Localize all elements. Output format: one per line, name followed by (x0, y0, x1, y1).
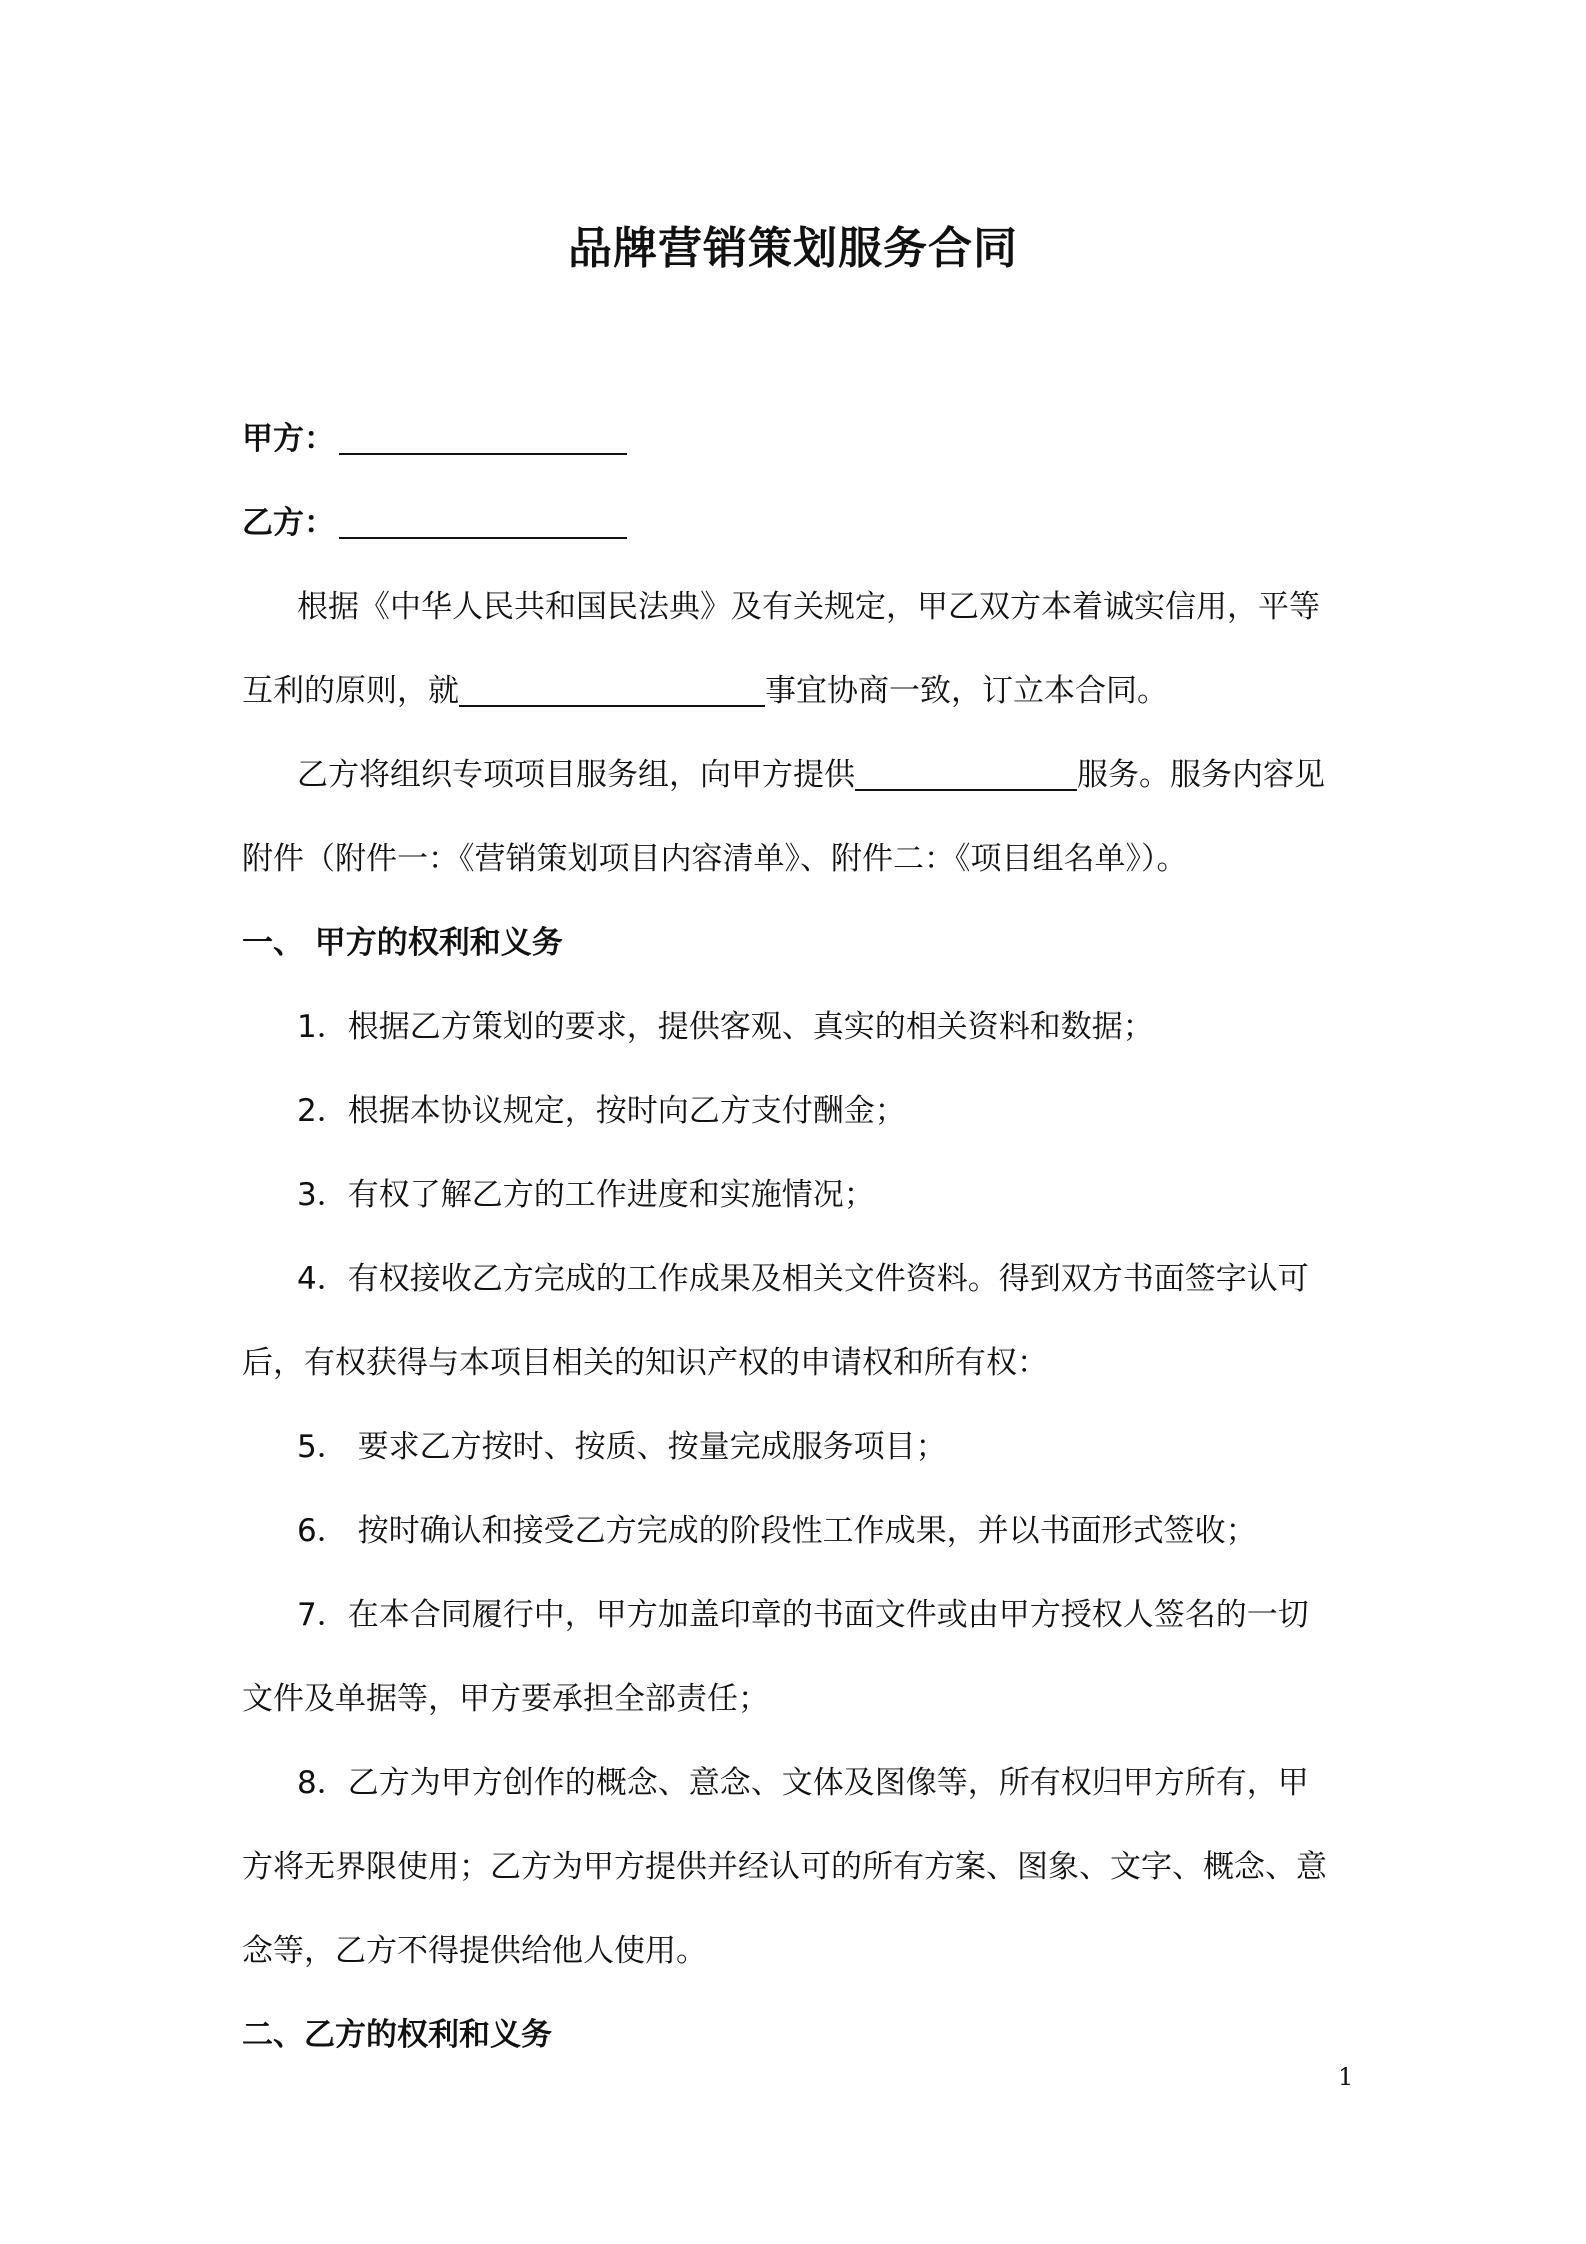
item-5: 5． 要求乙方按时、按质、按量完成服务项目； (297, 1429, 947, 1465)
paragraph-2-line-2: 附件（附件一：《营销策划项目内容清单》、附件二：《项目组名单》）。 (242, 841, 1188, 877)
item-8-line-3: 念等，乙方不得提供给他人使用。 (242, 1933, 707, 1969)
item-2: 2．根据本协议规定，按时向乙方支付酬金； (297, 1093, 906, 1129)
party-a-blank[interactable] (339, 419, 627, 455)
paragraph-1-line-2 (242, 670, 1362, 712)
item-4-line-2: 后，有权获得与本项目相关的知识产权的申请权和所有权： (242, 1345, 1048, 1381)
item-6: 6． 按时确认和接受乙方完成的阶段性工作成果，并以书面形式签收； (297, 1513, 1257, 1549)
service-blank[interactable] (855, 755, 1077, 791)
item-7-line-1: 7．在本合同履行中，甲方加盖印章的书面文件或由甲方授权人签名的一切 (297, 1597, 1309, 1633)
paragraph-2-line-1 (297, 754, 1417, 796)
party-b-line (242, 502, 1362, 544)
item-7-line-2: 文件及单据等，甲方要承担全部责任； (242, 1681, 769, 1717)
item-8-line-1: 8．乙方为甲方创作的概念、意念、文体及图像等，所有权归甲方所有，甲 (297, 1765, 1309, 1801)
item-4-line-1: 4．有权接收乙方完成的工作成果及相关文件资料。得到双方书面签字认可 (297, 1261, 1309, 1297)
item-3: 3．有权了解乙方的工作进度和实施情况； (297, 1177, 875, 1213)
section-1-heading: 一、 甲方的权利和义务 (242, 925, 563, 961)
item-1: 1．根据乙方策划的要求，提供客观、真实的相关资料和数据； (297, 1009, 1154, 1045)
paragraph-2-line-1-start: 乙方将组织专项项目服务组，向甲方提供 (297, 757, 855, 793)
paragraph-2-line-1-end: 服务。服务内容见 (1077, 757, 1325, 793)
section-2-heading: 二、乙方的权利和义务 (242, 2017, 552, 2053)
party-a-label: 甲方： (242, 421, 335, 457)
matter-blank[interactable] (459, 671, 765, 707)
paragraph-1-line-2-start: 互利的原则，就 (242, 673, 459, 709)
document-title: 品牌营销策划服务合同 (568, 223, 1018, 274)
party-b-label: 乙方： (242, 505, 335, 541)
paragraph-1-line-2-end: 事宜协商一致，订立本合同。 (765, 673, 1168, 709)
item-8-line-2: 方将无界限使用；乙方为甲方提供并经认可的所有方案、图象、文字、概念、意 (242, 1849, 1327, 1885)
paragraph-1-line-1: 根据《中华人民共和国民法典》及有关规定，甲乙双方本着诚实信用，平等 (297, 589, 1320, 625)
party-b-blank[interactable] (339, 503, 627, 539)
page-number: 1 (1338, 2063, 1354, 2091)
party-a-line (242, 418, 1362, 460)
